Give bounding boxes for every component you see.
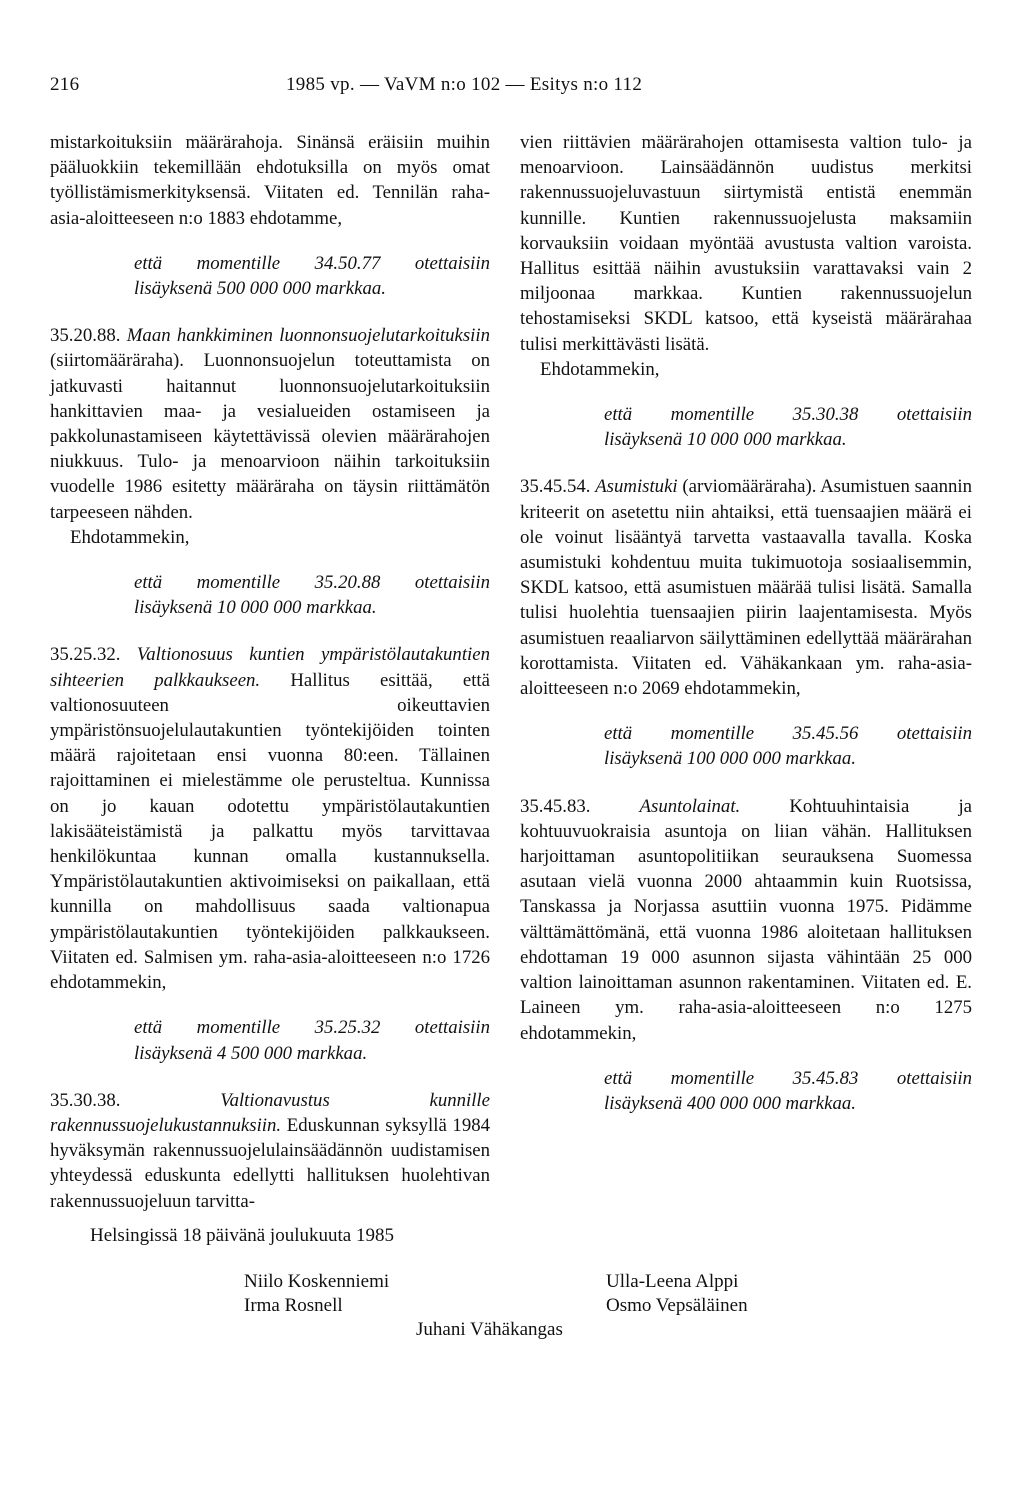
motion-statement: että momentille 34.50.77 otettaisiin lisäyksenä 500 000 000 markkaa. — [134, 252, 490, 300]
page-number: 216 — [50, 74, 80, 95]
running-title: 1985 vp. — VaVM n:o 102 — Esitys n:o 112 — [286, 74, 643, 95]
left-column — [50, 130, 490, 1214]
item-title: Asuntolainat. — [639, 795, 741, 817]
item-number: 35.45.54. — [520, 476, 591, 498]
motion-statement: että momentille 35.45.56 otettaisiin lisäyksenä 100 000 000 markkaa. — [604, 723, 972, 770]
section-paragraph: 35.30.38. Valtionavustus kunnille rakennussuojelukustannuksiin. Eduskunnan syksyllä 1984 hyväksymän rakennussuojelulainsäädännön uudistamisen yhteydessä eduskunta edellytti hallituksen huolehtivan rakennussuojeluun tarvitta- — [50, 1089, 490, 1212]
motion-statement: että momentille 35.25.32 otettaisiin lisäyksenä 4 500 000 markkaa. — [134, 1017, 490, 1064]
motion-statement: että momentille 35.45.83 otettaisiin lisäyksenä 400 000 000 markkaa. — [604, 1067, 972, 1114]
item-title: Asumistuki — [595, 476, 678, 498]
item-title: Valtionavustus kunnille rakennussuojelukustannuksiin. — [50, 1089, 490, 1136]
item-number: 35.30.38. — [50, 1089, 121, 1111]
motion-statement: että momentille 35.20.88 otettaisiin lisäyksenä 10 000 000 markkaa. — [134, 572, 490, 619]
item-number: 35.25.32. — [50, 644, 121, 666]
signature-block — [606, 1270, 748, 1318]
paragraph: vien riittävien määrärahojen ottamisesta valtion tulo- ja menoarvioon. Lainsäädännön uudistus merkitsi rakennussuojeluvastuun siirtymistä entistä enemmän kunnille. Kuntien rakennussuojelusta maksamiin korvauksiin voidaan myöntää avustusta valtion varoista. Hallitus esittää näihin avustuksiin varattavaksi vain 2 miljoonaa markkaa. Kuntien rakennussuojelun tehostamiseksi SKDL katsoo, että kyseistä määrärahaa tulisi merkittävästi lisätä. — [520, 132, 972, 355]
item-title: Maan hankkiminen luonnonsuojelutarkoituksiin — [126, 325, 490, 347]
signatory-name: Juhani Vähäkangas — [416, 1319, 563, 1340]
section-paragraph: 35.45.54. Asumistuki (arviomääräraha). Asumistuen saannin kriteerit on asetettu niin ahtaiksi, että tuensaajien määrä ei ole voinut lisääntyä tarvetta vastaavalla tavalla. Koska asumistuki kohdentuu muita tukimuotoja sosiaalisemmin, SKDL katsoo, että asumistuen määrää tulisi lisätä. Samalla tulisi huolehtia tuensaajien piirin laajentamisesta. Myös asumistuen reaaliarvon säilyttäminen edellyttää määrärahan korottamista. Viitaten ed. Vähäkankaan ym. raha-asia-aloitteeseen n:o 2069 ehdotammekin, — [520, 476, 972, 700]
section-paragraph: 35.25.32. Valtionosuus kuntien ympäristölautakuntien sihteerien palkkaukseen. Hallitus esittää, että valtionosuuteen oikeuttavien ympäristönsuojelulautakuntien työntekijöiden tointen määrä rajoitetaan ensi vuonna 80:een. Tällainen rajoittaminen ei mielestämme ole perusteltua. Kunnissa on jo kauan odotettu ympäristölautakuntien lakisääteistämistä ja palkattu myös tarvittavaa henkilökuntaa kunnan omalla kustannuksella. Ympäristölautakuntien aktivoimiseksi on paikallaan, että kunnilla on mahdollisuus saada valtionapua ympäristölautakuntien työntekijöiden palkkaukseen. Viitaten ed. Salmisen ym. raha-asia-aloitteeseen n:o 1726 ehdotammekin, — [50, 644, 490, 994]
signature-block — [416, 1318, 563, 1342]
signatory-name: Irma Rosnell — [244, 1295, 343, 1316]
motion-statement: että momentille 35.30.38 otettaisiin lisäyksenä 10 000 000 markkaa. — [604, 404, 972, 451]
signatory-name: Ulla-Leena Alppi — [606, 1271, 739, 1292]
right-column — [520, 130, 972, 1138]
section-paragraph: 35.20.88. Maan hankkiminen luonnonsuojelutarkoituksiin (siirtomääräraha). Luonnonsuojelun toteuttamista on jatkuvasti haitannut luonnonsuojelutarkoituksiin hankittavien maa- ja vesialueiden ostamiseen ja pakkolunastamiseen käytettävissä olevien määrärahojen niukkuus. Tulo- ja menoarvioon näihin tarkoituksiin vuodelle 1986 esitetty määräraha on täysin riittämätön tarpeeseen nähden. — [50, 325, 490, 523]
item-number: 35.45.83. — [520, 795, 591, 817]
paragraph: mistarkoituksiin määrärahoja. Sinänsä eräisiin muihin pääluokkiin tekemillään ehdotuksilla on myös omat työllistämismerkityksensä. Viitaten ed. Tennilän raha-asia-aloitteeseen n:o 1883 ehdotamme, — [50, 132, 490, 229]
paragraph: Ehdotammekin, — [540, 358, 660, 380]
signatory-name: Osmo Vepsäläinen — [606, 1295, 748, 1316]
paragraph: Ehdotammekin, — [70, 526, 190, 548]
section-paragraph: 35.45.83. Asuntolainat. Kohtuuhintaisia ja kohtuuvuokraisia asuntoja on liian vähän. Hallituksen harjoittaman asuntopolitiikan seurauksena Suomessa asutaan vielä vuonna 2000 ahtaammin kuin Ruotsissa, Tanskassa ja Norjassa asuttiin vuonna 1975. Pidämme välttämättömänä, että vuonna 1986 aloitetaan hallituksen ehdottaman 19 000 asunnon sijasta vähintään 25 000 valtion lainoittaman asunnon rakentaminen. Viitaten ed. E. Laineen ym. raha-asia-aloitteeseen n:o 1275 ehdotammekin, — [520, 795, 972, 1044]
item-title: Valtionosuus kuntien ympäristölautakuntien sihteerien palkkaukseen. — [50, 644, 490, 691]
page-header — [50, 74, 974, 104]
item-number: 35.20.88. — [50, 325, 121, 347]
date-line: Helsingissä 18 päivänä joulukuuta 1985 — [90, 1225, 394, 1246]
signature-block — [244, 1270, 389, 1318]
signatory-name: Niilo Koskenniemi — [244, 1271, 390, 1292]
